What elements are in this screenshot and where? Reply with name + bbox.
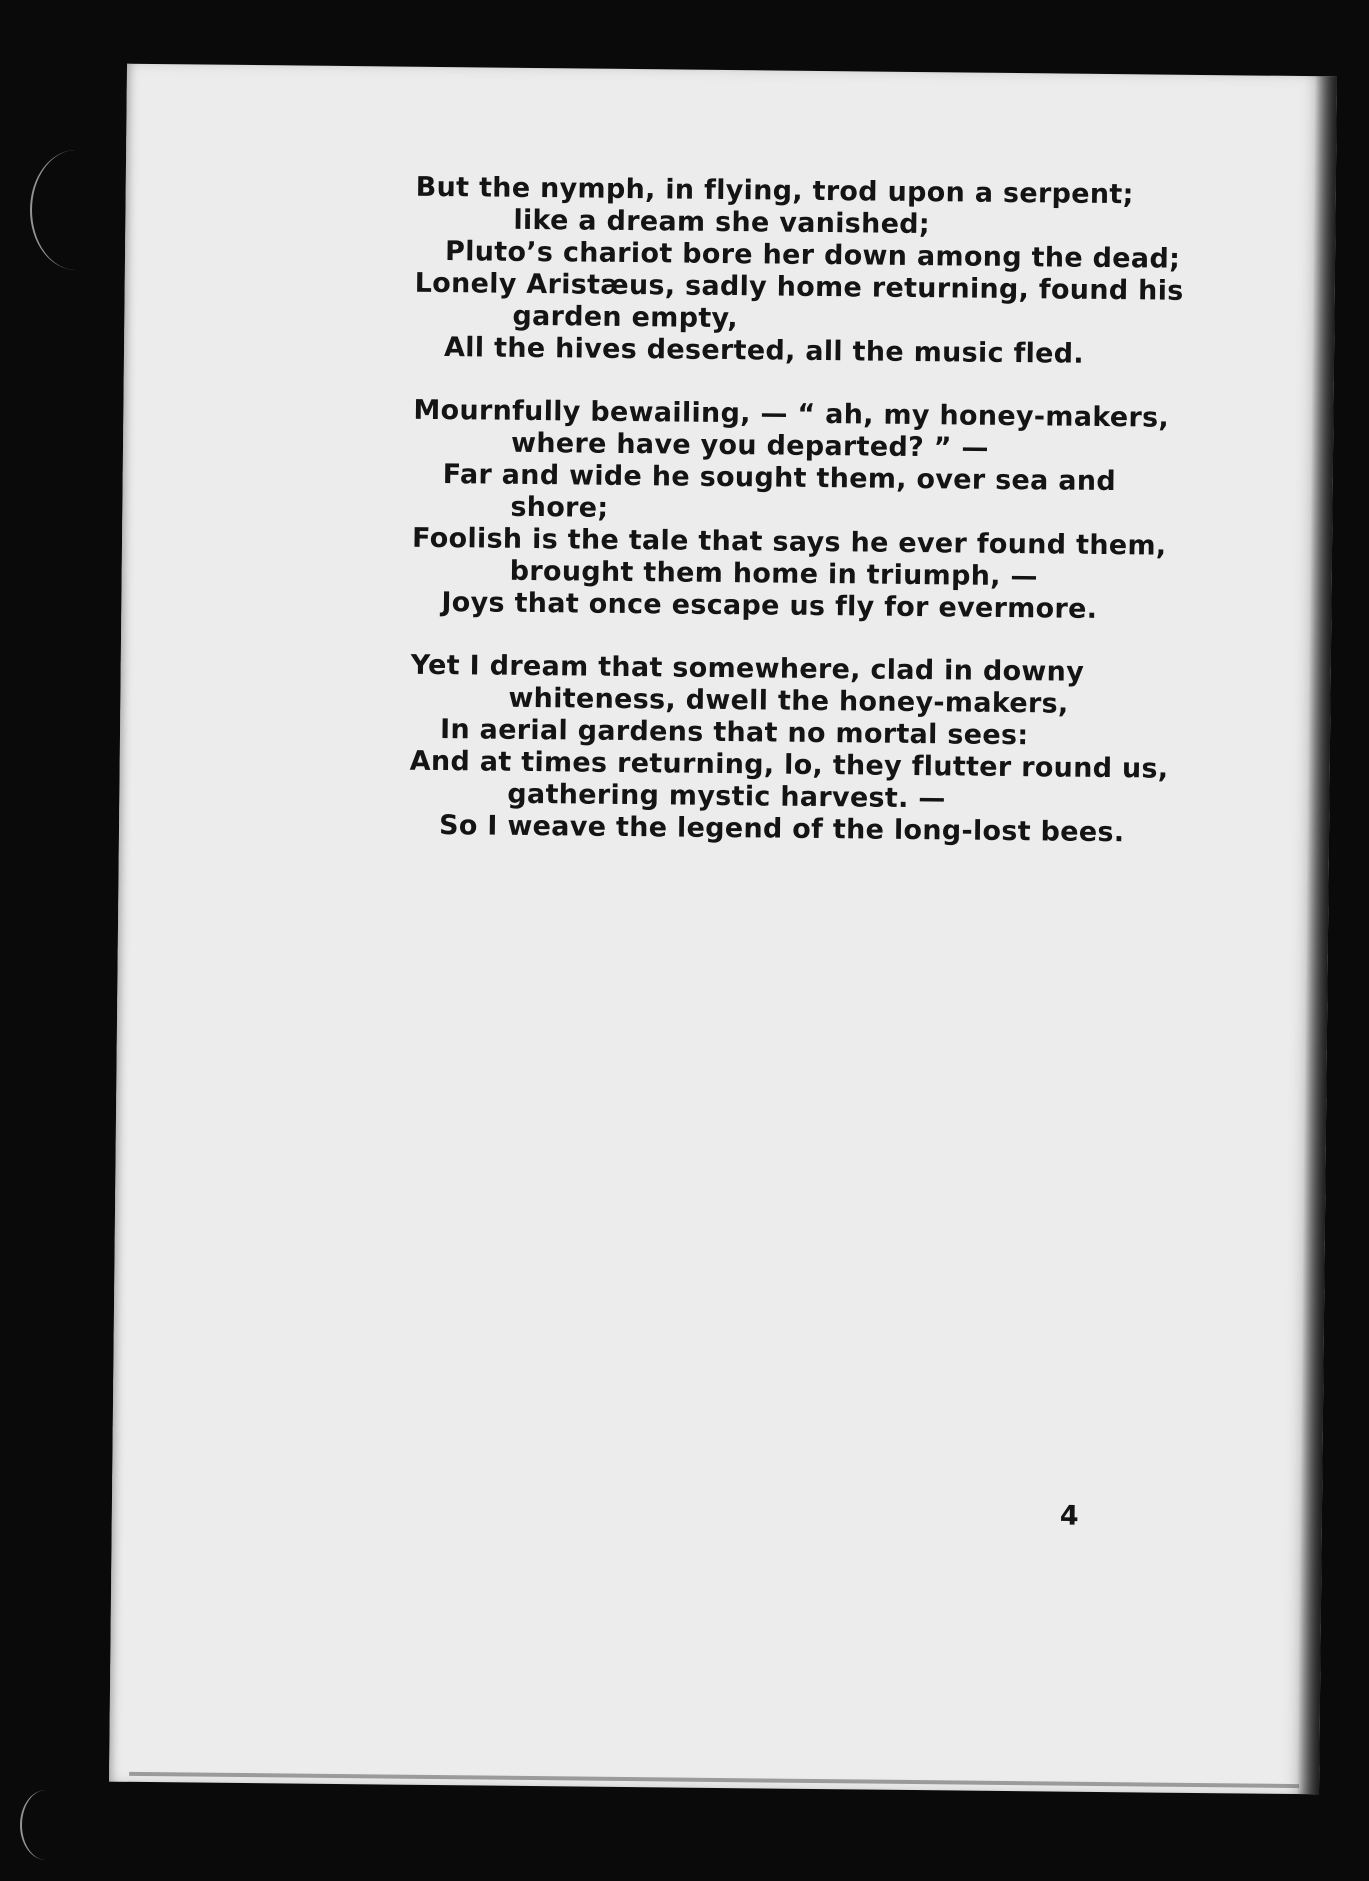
poem-line: So I weave the legend of the long-lost bees.: [438, 810, 1125, 849]
poem-line: But the nymph, in flying, trod upon a serpent;: [415, 171, 1134, 211]
stanza: [409, 650, 1171, 850]
scan-artifact-curl: [30, 150, 122, 270]
poem-line: Pluto’s chariot bore her down among the dead;: [444, 236, 1181, 275]
poem-line: Foolish is the tale that says he ever found them,: [411, 522, 1167, 562]
poem-line: gathering mystic harvest. —: [507, 778, 946, 815]
scan-artifact-curl: [20, 1790, 72, 1860]
poem-line: Joys that once escape us fly for evermore.: [441, 587, 1098, 625]
page-number: 4: [1059, 1500, 1079, 1532]
poem-line: brought them home in triumph, —: [509, 555, 1038, 593]
poem-line: whiteness, dwell the honey-makers,: [508, 682, 1069, 720]
book-page: [109, 64, 1337, 1795]
poem-line: Mournfully bewailing, — “ ah, my honey-makers,: [413, 394, 1170, 434]
stanza: [414, 171, 1184, 372]
poem-line: Yet I dream that somewhere, clad in downy: [410, 649, 1085, 688]
poem-line: where have you departed? ” —: [510, 427, 989, 464]
poem-line: Far and wide he sought them, over sea and: [442, 459, 1117, 498]
poem-line: All the hives deserted, all the music fled.: [443, 332, 1085, 370]
poem-line: In aerial gardens that no mortal sees:: [439, 714, 1029, 752]
poem-line: shore;: [510, 491, 609, 524]
stanza: [411, 395, 1173, 627]
poem-line: like a dream she vanished;: [513, 204, 931, 241]
poem-line: garden empty,: [512, 300, 739, 335]
poem-line: And at times returning, lo, they flutter round us,: [409, 745, 1169, 785]
poem-line: Lonely Aristæus, sadly home returning, found his: [414, 267, 1184, 307]
poem-text: [409, 171, 1184, 881]
